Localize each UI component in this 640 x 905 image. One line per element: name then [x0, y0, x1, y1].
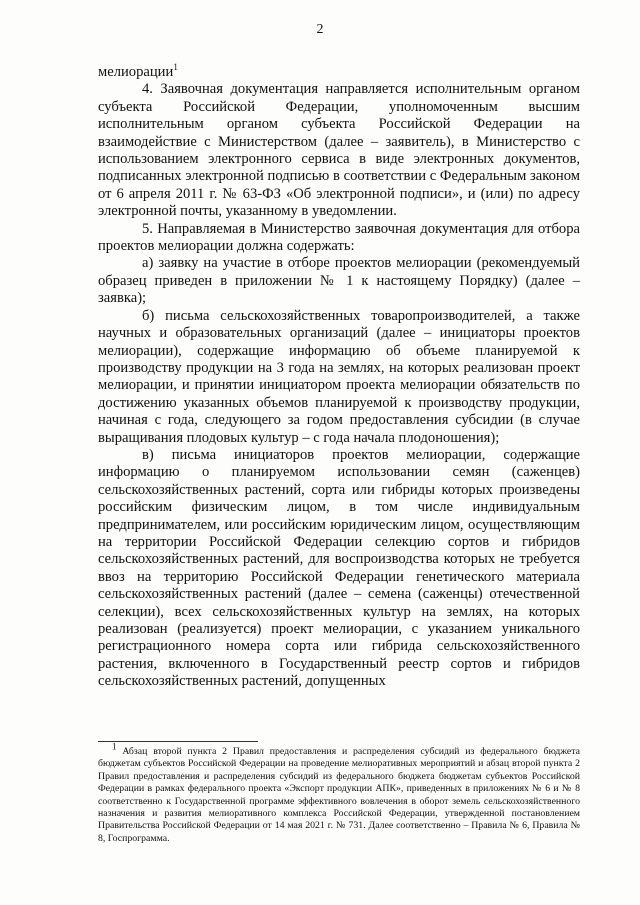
footnote-marker: 1 [173, 62, 178, 73]
footnote [98, 741, 580, 845]
main-text [98, 64, 580, 691]
footnote-divider [98, 741, 258, 742]
paragraph-4: 4. Заявочная документация направляется исполнительным органом субъекта Российской Федерации, уполномоченным высшим исполнительным органом субъекта Российской Федерации на взаимодействие с Министерством (далее – заявитель), в Министерство с использованием электронного сервиса в виде электронных документов, подписанных электронной подписью в соответствии с Федеральным законом от 6 апреля 2011 г. № 63-ФЗ «Об электронной подписи», и (или) по адресу электронной почты, указанному в уведомлении. [98, 81, 580, 220]
item-a: а) заявку на участие в отборе проектов мелиорации (рекомендуемый образец приведен в приложении № 1 к настоящему Порядку) (далее – заявка); [98, 255, 580, 307]
item-v: в) письма инициаторов проектов мелиорации, содержащие информацию о планируемом использовании семян (саженцев) сельскохозяйственных растений, сорта или гибриды которых произведены российским физическим лицом, в том числе индивидуальным предпринимателем, или российским юридическим лицом, осуществляющим на территории Российской Федерации селекцию сортов и гибридов сельскохозяйственных растений, для воспроизводства которых не требуется ввоз на территорию Российской Федерации генетического материала сельскохозяйственных растений (далее – семена (саженцы) отечественной селекции), всех сельскохозяйственных культур на землях, на которых реализован (реализуется) проект мелиорации, с указанием уникального регистрационного номера сорта или гибрида сельскохозяйственного растения, включенного в Государственный реестр сортов и гибридов сельскохозяйственных растений, допущенных [98, 446, 580, 690]
item-b: б) письма сельскохозяйственных товаропроизводителей, а также научных и образовательных организаций (далее – инициаторы проектов мелиорации), содержащие информацию об объеме планируемой к производству продукции на 3 года на землях, на которых реализован проект мелиорации, и принятии инициатором проекта мелиорации обязательств по достижению указанных объемов планируемой к производству продукции, начиная с года, следующего за годом предоставления субсидии (в случае выращивания плодовых культур – с года начала плодоношения); [98, 307, 580, 446]
paragraph-melioration-fragment: мелиорации$^1$ [98, 62, 178, 80]
paragraph-5: 5. Направляемая в Министерство заявочная документация для отбора проектов мелиорации должна содержать: [98, 220, 580, 255]
footnote-text: Абзац второй пункта 2 Правил предоставления и распределения субсидий из федерального бюджета бюджетам субъектов Российской Федерации на проведение мелиоративных мероприятий и абзац второй пункта 2 Правил предоставления и распределения субсидий из федерального бюджета бюджетам субъектов Российской Федерации в рамках федерального проекта «Экспорт продукции АПК», приведенных в приложениях № 6 и № 8 соответственно к Государственной программе эффективного вовлечения в оборот земель сельскохозяйственного назначения и развития мелиоративного комплекса Российской Федерации, утвержденной постановлением Правительства Российской Федерации от 14 мая 2021 г. № 731. Далее соответственно – Правила № 6, Правила № 8, Госпрограмма. [98, 746, 580, 844]
footnote-number: 1 [112, 741, 117, 752]
page-number: 2 [316, 22, 324, 37]
